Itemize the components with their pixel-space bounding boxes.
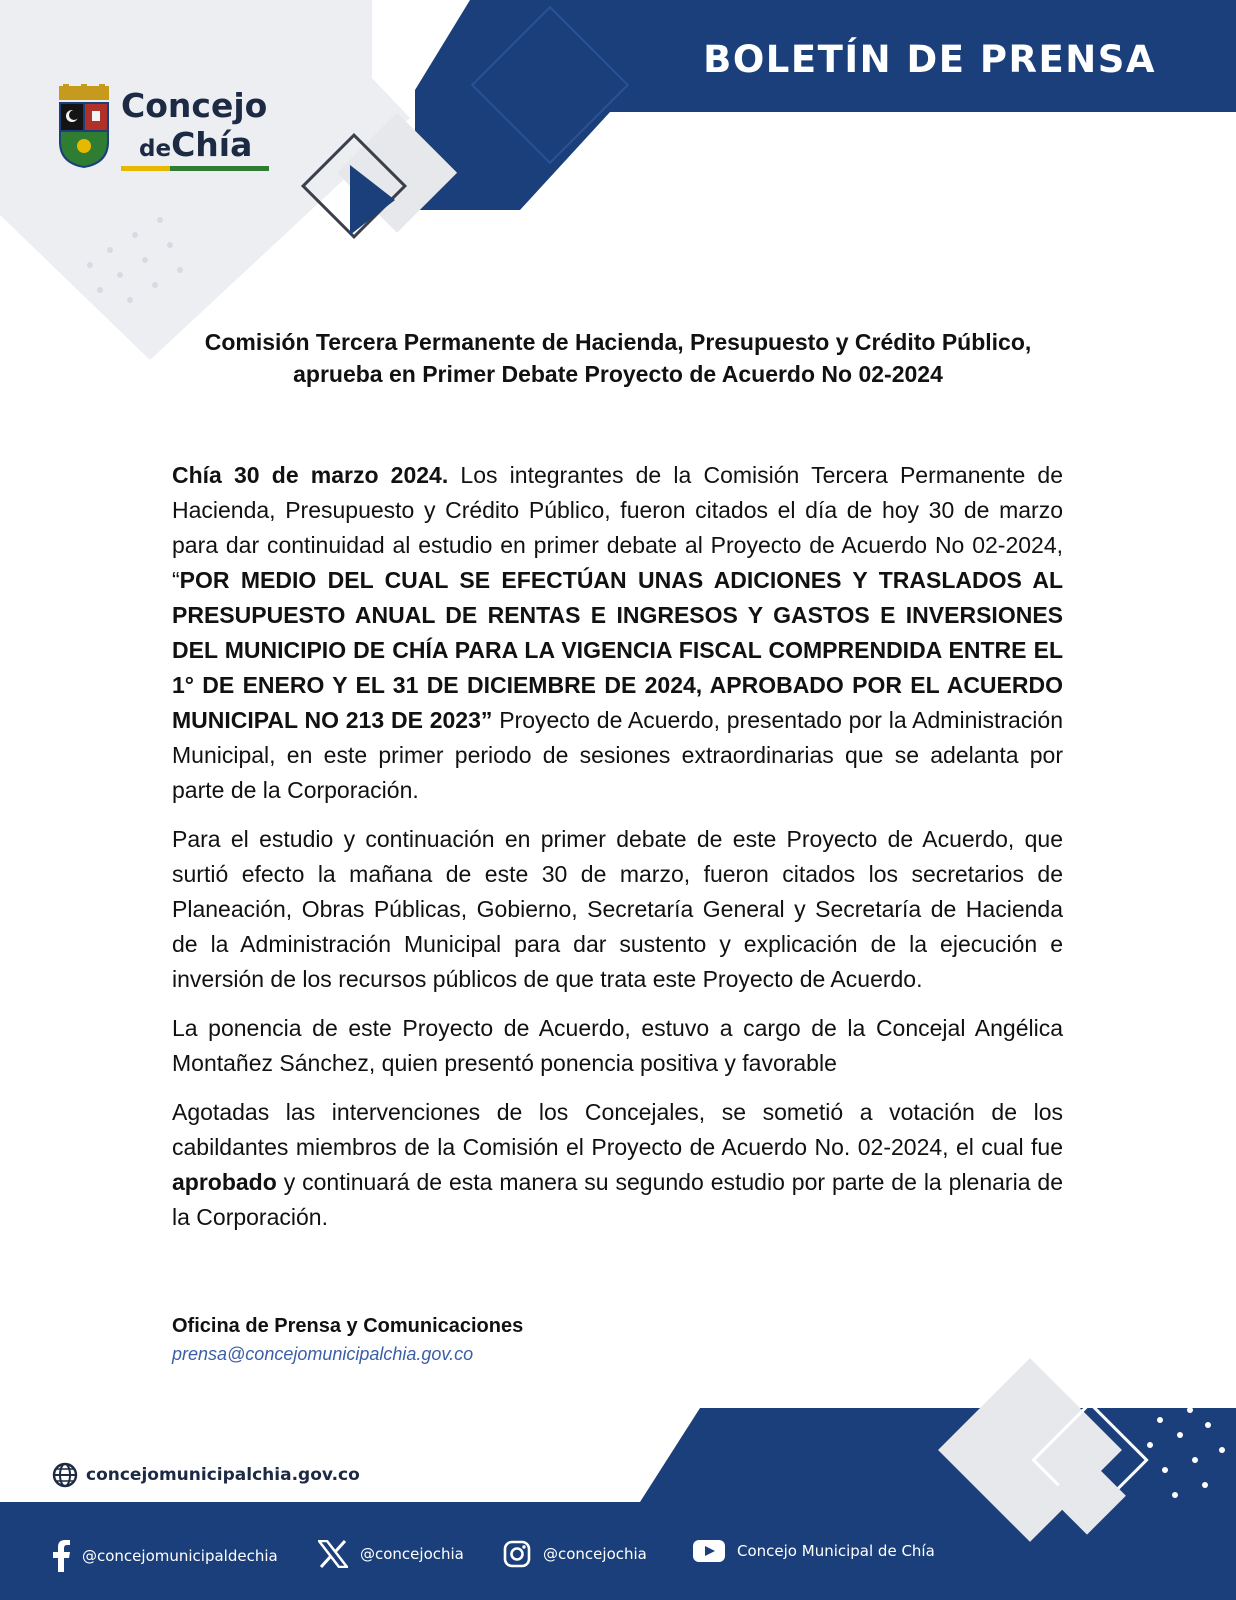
facebook-icon [52, 1540, 70, 1572]
logo-de-chia-text [139, 125, 252, 164]
paragraph-1 [172, 458, 1063, 808]
paragraph-4-text-a: Agotadas las intervenciones de los Concejales, se sometió a votación de los cabildantes miembros de la Comisión el Proyecto de Acuerdo No. 02-2024, el cual fue [172, 1099, 1063, 1160]
approved-word: aprobado [172, 1169, 277, 1195]
logo-chia-text: Chía [171, 125, 253, 164]
youtube-icon [693, 1540, 725, 1562]
facebook-link[interactable] [52, 1540, 278, 1572]
office-name: Oficina de Prensa y Comunicaciones [172, 1315, 524, 1337]
instagram-icon [503, 1540, 531, 1568]
x-link[interactable] [318, 1540, 464, 1568]
headline-line-1: Comisión Tercera Permanente de Hacienda, Presupuesto y Crédito Público, [204, 329, 1032, 355]
website-text: concejomunicipalchia.gov.co [86, 1465, 360, 1485]
x-handle: @concejochia [360, 1545, 464, 1563]
paragraph-1-text: Los integrantes de la Comisión Tercera Permanente de Hacienda, Presupuesto y Crédito Público, fueron citados el día de hoy 30 de marzo para dar continuidad al estudio en primer debate al Proyecto de Acuerdo No 02-2024, “ [172, 462, 1063, 593]
coat-of-arms-icon [55, 84, 113, 170]
headline [150, 326, 1086, 390]
logo-concejo-text: Concejo [121, 86, 268, 125]
instagram-link[interactable] [503, 1540, 647, 1568]
logo-color-stripe [121, 166, 269, 171]
paragraph-4-text-b: y continuará de esta manera su segundo estudio por parte de la plenaria de la Corporación. [172, 1169, 1063, 1230]
paragraph-4 [172, 1095, 1063, 1235]
header-navy-band [415, 0, 1236, 210]
website-link[interactable] [52, 1462, 360, 1488]
project-title: POR MEDIO DEL CUAL SE EFECTÚAN UNAS ADICIONES Y TRASLADOS AL PRESUPUESTO ANUAL DE RENTAS E INGRESOS Y GASTOS E INVERSIONES DEL MUNICIPIO DE CHÍA PARA LA VIGENCIA FISCAL COMPRENDIDA ENTRE EL 1° DE ENERO Y EL 31 DE DICIEMBRE DE 2024, APROBADO POR EL ACUERDO MUNICIPAL NO 213 DE 2023” [172, 567, 1063, 733]
x-logo-icon [318, 1540, 348, 1568]
youtube-channel: Concejo Municipal de Chía [737, 1542, 935, 1560]
signature-block [172, 1315, 523, 1365]
article-body [172, 458, 1063, 1249]
logo-de-text: de [139, 136, 172, 162]
press-email-link[interactable]: prensa@concejomunicipalchia.gov.co [172, 1344, 474, 1364]
globe-icon [52, 1462, 78, 1488]
paragraph-2: Para el estudio y continuación en primer debate de este Proyecto de Acuerdo, que surtió efecto la mañana de este 30 de marzo, fueron citados los secretarios de Planeación, Obras Públicas, Gobierno, Secretaría General y Secretaría de Hacienda de la Administración Municipal para dar sustento y explicación de la ejecución e inversión de los recursos públicos de que trata este Proyecto de Acuerdo. [172, 826, 1063, 992]
youtube-link[interactable] [693, 1540, 935, 1562]
instagram-handle: @concejochia [543, 1545, 647, 1563]
paragraph-1-end: Proyecto de Acuerdo, presentado por la Administración Municipal, en este primer periodo de sesiones extraordinarias que se adelanta por parte de la Corporación. [172, 707, 1064, 803]
concejo-logo [55, 84, 295, 184]
paragraph-3: La ponencia de este Proyecto de Acuerdo, estuvo a cargo de la Concejal Angélica Montañez Sánchez, quien presentó ponencia positiva y favorable [172, 1015, 1063, 1076]
bulletin-title: BOLETÍN DE PRENSA [703, 38, 1156, 81]
facebook-handle: @concejomunicipaldechia [82, 1547, 278, 1565]
dateline: Chía 30 de marzo 2024. [172, 462, 449, 488]
headline-line-2: aprueba en Primer Debate Proyecto de Acuerdo No 02-2024 [293, 361, 943, 387]
